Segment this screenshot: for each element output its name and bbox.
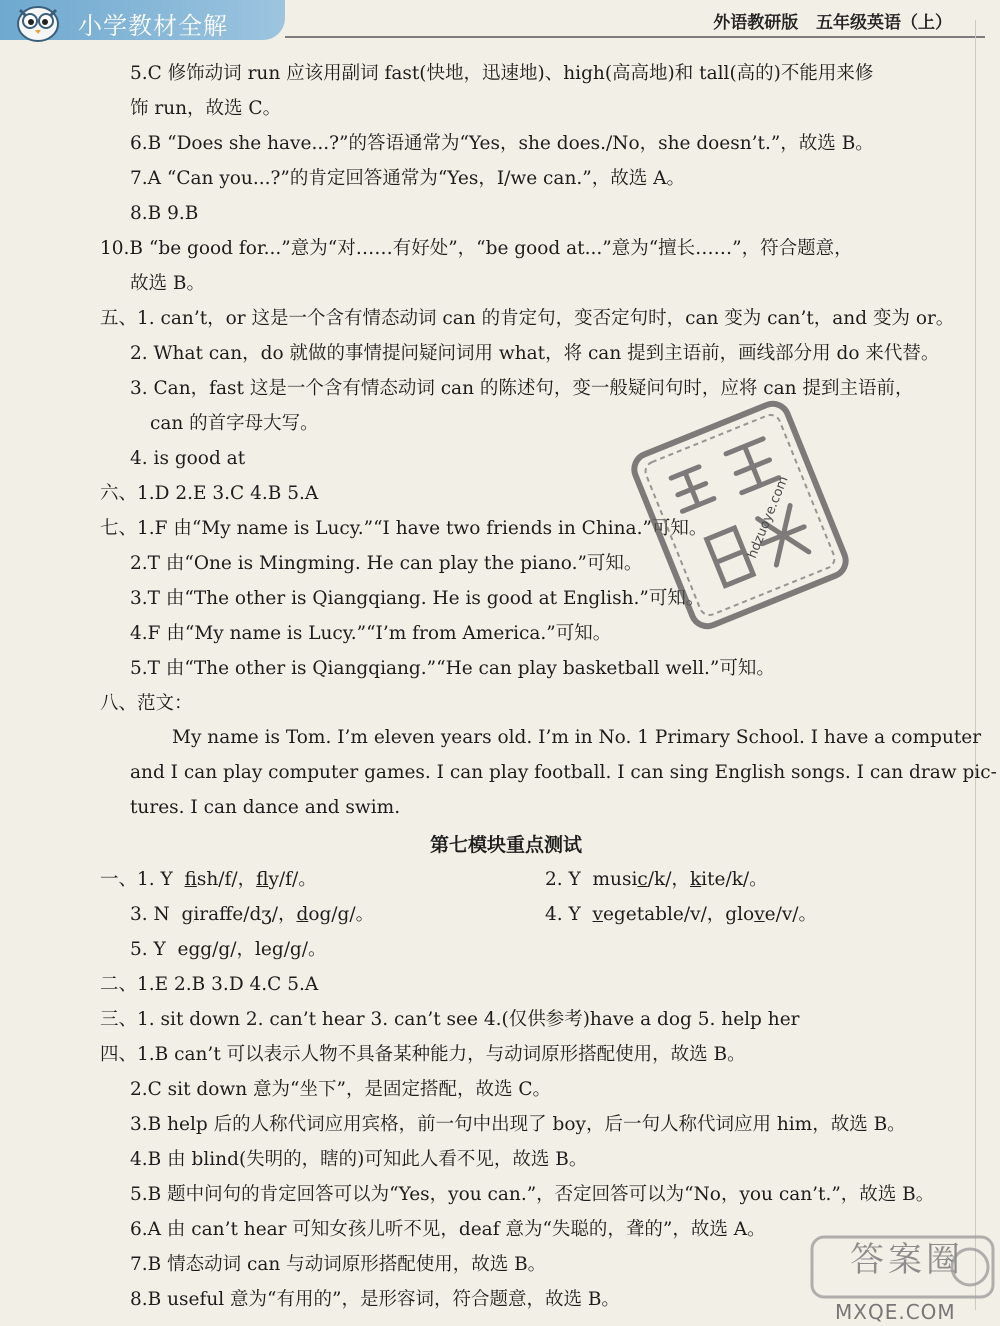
text-line: 5.C 修饰动词 run 应该用副词 fast(快地，迅速地)、high(高高地)和 tall(高的)不能用来修 [130, 63, 874, 84]
stamp-url: hdzuoye.com [745, 474, 792, 561]
text-line: 4. is good at [130, 448, 246, 469]
phonics-item: 3. N giraffe/dʒ/，dog/g/。 [130, 904, 375, 925]
text-line: 8.B useful 意为“有用的”，是形容词，符合题意，故选 B。 [130, 1289, 620, 1310]
text-line: 饰 run，故选 C。 [130, 98, 282, 119]
section-title: 第七模块重点测试 [430, 834, 583, 856]
text-line: 3.T 由“The other is Qiangqiang. He is good at English.”可知。 [130, 588, 705, 609]
phonics-item: 4. Y vegetable/v/，glove/v/。 [545, 904, 818, 925]
text-line: 6.A 由 can’t hear 可知女孩儿听不见，deaf 意为“失聪的，聋的”，故选 A。 [130, 1219, 766, 1240]
text-line: 3. Can，fast 这是一个含有情态动词 can 的陈述句，变一般疑问句时，应将 can 提到主语前， [130, 378, 914, 399]
corner-logo-url: MXQE.COM [835, 1300, 956, 1324]
edition-label: 外语教研版 五年级英语（上） [713, 13, 952, 33]
phonics-item: 2. Y music/k/，kite/k/。 [545, 869, 768, 890]
text-line: 7.A “Can you...?”的肯定回答通常为“Yes，I/we can.”，故选 A。 [130, 168, 685, 189]
text-line: 5.B 题中问句的肯定回答可以为“Yes，you can.”，否定回答可以为“No，you can’t.”，故选 B。 [130, 1184, 935, 1205]
text-line: My name is Tom. I’m eleven years old. I’m in No. 1 Primary School. I have a computer [172, 727, 982, 748]
text-line: 七、1.F 由“My name is Lucy.”“I have two friends in China.”可知。 [100, 518, 708, 539]
text-line: 7.B 情态动词 can 与动词原形搭配使用，故选 B。 [130, 1254, 547, 1275]
text-line: 4.B 由 blind(失明的，瞎的)可知此人看不见，故选 B。 [130, 1149, 588, 1170]
text-line: 5.T 由“The other is Qiangqiang.”“He can play basketball well.”可知。 [130, 658, 775, 679]
text-line: tures. I can dance and swim. [130, 797, 401, 818]
text-line: 故选 B。 [130, 273, 205, 294]
text-line: 二、1.E 2.B 3.D 4.C 5.A [100, 974, 319, 995]
phonics-item: 5. Y egg/g/，leg/g/。 [130, 939, 327, 960]
text-line: can 的首字母大写。 [150, 413, 319, 434]
text-line: 五、1. can’t，or 这是一个含有情态动词 can 的肯定句，变否定句时，can 变为 can’t，and 变为 or。 [100, 308, 955, 329]
text-line: 三、1. sit down 2. can’t hear 3. can’t see 4.(仅供参考)have a dog 5. help her [100, 1009, 800, 1030]
text-line: 6.B “Does she have...?”的答语通常为“Yes，she does./No，she doesn’t.”，故选 B。 [130, 133, 874, 154]
phonics-item: 一、1. Y fish/f/，fly/f/。 [100, 869, 317, 890]
text-line: 八、范文： [100, 693, 193, 714]
text-line: 六、1.D 2.E 3.C 4.B 5.A [100, 483, 319, 504]
text-line: 8.B 9.B [130, 203, 199, 224]
text-line: 2.C sit down 意为“坐下”，是固定搭配，故选 C。 [130, 1079, 551, 1100]
text-line: 四、1.B can’t 可以表示人物不具备某种能力，与动词原形搭配使用，故选 B。 [100, 1044, 746, 1065]
brand-title: 小学教材全解 [78, 12, 228, 40]
corner-logo-text: 答案圈 [850, 1240, 964, 1280]
text-line: 3.B help 后的人称代词应用宾格，前一句中出现了 boy，后一句人称代词应用 him，故选 B。 [130, 1114, 906, 1135]
text-line: 2. What can，do 就做的事情提问疑问词用 what，将 can 提到主语前，画线部分用 do 来代替。 [130, 343, 940, 364]
text-line: 10.B “be good for...”意为“对……有好处”，“be good at...”意为“擅长……”，符合题意， [100, 238, 853, 259]
text-line: 2.T 由“One is Mingming. He can play the piano.”可知。 [130, 553, 643, 574]
text-line: 4.F 由“My name is Lucy.”“I’m from America.”可知。 [130, 623, 612, 644]
text-line: and I can play computer games. I can play football. I can sing English songs. I can draw pic- [130, 762, 997, 783]
